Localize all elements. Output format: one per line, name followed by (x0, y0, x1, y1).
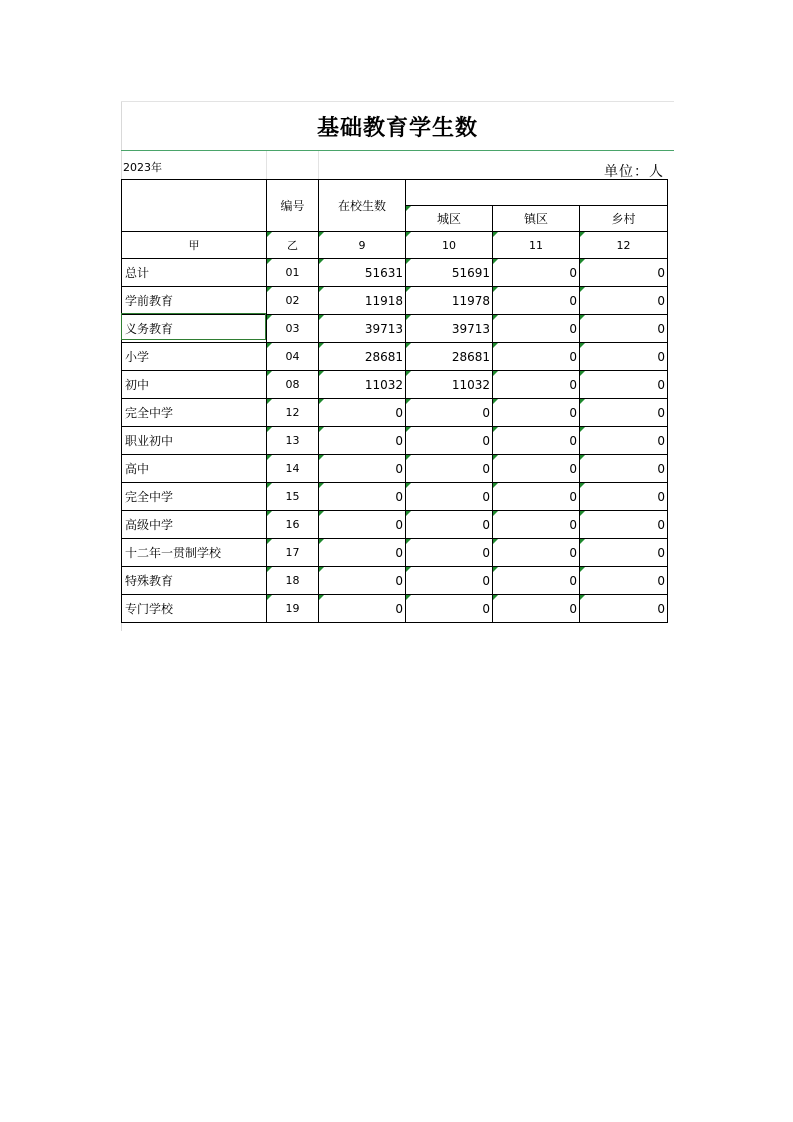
row-code-cell[interactable]: 08 (267, 371, 319, 399)
row-rural-cell[interactable]: 0 (580, 595, 668, 623)
table-row[interactable] (122, 343, 668, 371)
table-row[interactable] (122, 455, 668, 483)
table-row[interactable] (122, 483, 668, 511)
row-name-cell[interactable]: 特殊教育 (122, 567, 267, 595)
title-divider (121, 150, 674, 151)
row-town-cell[interactable]: 0 (493, 315, 580, 343)
row-urban-cell[interactable]: 0 (406, 399, 493, 427)
year-label: 2023年 (123, 161, 162, 174)
row-enrolled-cell[interactable]: 0 (319, 483, 406, 511)
row-urban-cell[interactable]: 0 (406, 539, 493, 567)
table-row[interactable] (122, 567, 668, 595)
row-name-cell[interactable]: 小学 (122, 343, 267, 371)
row-rural-cell[interactable]: 0 (580, 427, 668, 455)
row-town-cell[interactable]: 0 (493, 595, 580, 623)
row-code-cell[interactable]: 18 (267, 567, 319, 595)
code-urban-cell[interactable]: 10 (406, 232, 493, 259)
row-town-cell[interactable]: 0 (493, 427, 580, 455)
row-name-cell[interactable]: 职业初中 (122, 427, 267, 455)
table-row[interactable] (122, 315, 668, 343)
code-town-cell[interactable]: 11 (493, 232, 580, 259)
spreadsheet-page (121, 101, 674, 631)
row-code-cell[interactable]: 17 (267, 539, 319, 567)
row-code-cell[interactable]: 19 (267, 595, 319, 623)
row-enrolled-cell[interactable]: 39713 (319, 315, 406, 343)
row-enrolled-cell[interactable]: 0 (319, 427, 406, 455)
row-code-cell[interactable]: 01 (267, 259, 319, 287)
row-urban-cell[interactable]: 39713 (406, 315, 493, 343)
code-serial-cell[interactable]: 乙 (267, 232, 319, 259)
code-name-cell[interactable]: 甲 (122, 232, 267, 259)
table-row[interactable] (122, 595, 668, 623)
row-rural-cell[interactable]: 0 (580, 567, 668, 595)
row-code-cell[interactable]: 13 (267, 427, 319, 455)
row-rural-cell[interactable]: 0 (580, 287, 668, 315)
row-enrolled-cell[interactable]: 51631 (319, 259, 406, 287)
row-rural-cell[interactable]: 0 (580, 343, 668, 371)
row-urban-cell[interactable]: 0 (406, 455, 493, 483)
code-rural-cell[interactable]: 12 (580, 232, 668, 259)
row-urban-cell[interactable]: 0 (406, 567, 493, 595)
row-name-cell[interactable]: 初中 (122, 371, 267, 399)
row-urban-cell[interactable]: 51691 (406, 259, 493, 287)
row-rural-cell[interactable]: 0 (580, 539, 668, 567)
row-town-cell[interactable]: 0 (493, 455, 580, 483)
row-name-cell[interactable]: 完全中学 (122, 483, 267, 511)
table-row[interactable] (122, 399, 668, 427)
table-row[interactable] (122, 371, 668, 399)
row-town-cell[interactable]: 0 (493, 483, 580, 511)
row-urban-cell[interactable]: 0 (406, 483, 493, 511)
row-enrolled-cell[interactable]: 0 (319, 595, 406, 623)
serial-header[interactable]: 编号 (267, 180, 319, 232)
row-urban-cell[interactable]: 28681 (406, 343, 493, 371)
code-enrolled-cell[interactable]: 9 (319, 232, 406, 259)
row-rural-cell[interactable]: 0 (580, 483, 668, 511)
row-enrolled-cell[interactable]: 0 (319, 511, 406, 539)
row-town-cell[interactable]: 0 (493, 399, 580, 427)
row-name-cell[interactable]: 专门学校 (122, 595, 267, 623)
row-urban-cell[interactable]: 11032 (406, 371, 493, 399)
row-name-cell[interactable]: 完全中学 (122, 399, 267, 427)
row-town-cell[interactable]: 0 (493, 511, 580, 539)
row-code-cell[interactable]: 04 (267, 343, 319, 371)
row-name-cell[interactable]: 总计 (122, 259, 267, 287)
table-row[interactable] (122, 539, 668, 567)
row-rural-cell[interactable]: 0 (580, 455, 668, 483)
row-rural-cell[interactable]: 0 (580, 399, 668, 427)
row-town-cell[interactable]: 0 (493, 259, 580, 287)
table-row[interactable] (122, 287, 668, 315)
location-group-header[interactable] (406, 180, 668, 206)
row-urban-cell[interactable]: 0 (406, 511, 493, 539)
row-enrolled-cell[interactable]: 0 (319, 455, 406, 483)
row-town-cell[interactable]: 0 (493, 371, 580, 399)
table-row[interactable] (122, 259, 668, 287)
row-rural-cell[interactable]: 0 (580, 511, 668, 539)
row-town-cell[interactable]: 0 (493, 567, 580, 595)
table-row[interactable] (122, 427, 668, 455)
row-town-cell[interactable]: 0 (493, 287, 580, 315)
row-code-cell[interactable]: 14 (267, 455, 319, 483)
name-header-cell[interactable] (122, 180, 267, 232)
row-enrolled-cell[interactable]: 11032 (319, 371, 406, 399)
row-enrolled-cell[interactable]: 28681 (319, 343, 406, 371)
gridline (266, 151, 267, 179)
row-enrolled-cell[interactable]: 0 (319, 567, 406, 595)
row-enrolled-cell[interactable]: 0 (319, 539, 406, 567)
enrolled-header[interactable]: 在校生数 (319, 180, 406, 232)
row-rural-cell[interactable]: 0 (580, 315, 668, 343)
row-code-cell[interactable]: 12 (267, 399, 319, 427)
unit-label: 单位：人 (604, 164, 664, 180)
row-enrolled-cell[interactable]: 11918 (319, 287, 406, 315)
page-title: 基础教育学生数 (316, 115, 478, 141)
row-town-cell[interactable]: 0 (493, 539, 580, 567)
gridline (318, 151, 319, 179)
town-header[interactable]: 镇区 (493, 206, 580, 232)
rural-header[interactable]: 乡村 (580, 206, 668, 232)
sheet-top-edge (121, 101, 674, 102)
row-urban-cell[interactable]: 0 (406, 595, 493, 623)
row-enrolled-cell[interactable]: 0 (319, 399, 406, 427)
row-code-cell[interactable]: 03 (267, 315, 319, 343)
row-urban-cell[interactable]: 11978 (406, 287, 493, 315)
row-name-cell[interactable]: 学前教育 (122, 287, 267, 315)
row-name-cell[interactable]: 高中 (122, 455, 267, 483)
row-name-cell[interactable]: 十二年一贯制学校 (122, 539, 267, 567)
urban-header[interactable]: 城区 (406, 206, 493, 232)
row-rural-cell[interactable]: 0 (580, 259, 668, 287)
row-urban-cell[interactable]: 0 (406, 427, 493, 455)
table-row[interactable] (122, 511, 668, 539)
row-code-cell[interactable]: 15 (267, 483, 319, 511)
row-name-cell[interactable]: 高级中学 (122, 511, 267, 539)
row-code-cell[interactable]: 16 (267, 511, 319, 539)
row-rural-cell[interactable]: 0 (580, 371, 668, 399)
student-count-table (121, 179, 668, 623)
row-code-cell[interactable]: 02 (267, 287, 319, 315)
row-town-cell[interactable]: 0 (493, 343, 580, 371)
row-name-cell[interactable]: 义务教育 (122, 315, 267, 343)
